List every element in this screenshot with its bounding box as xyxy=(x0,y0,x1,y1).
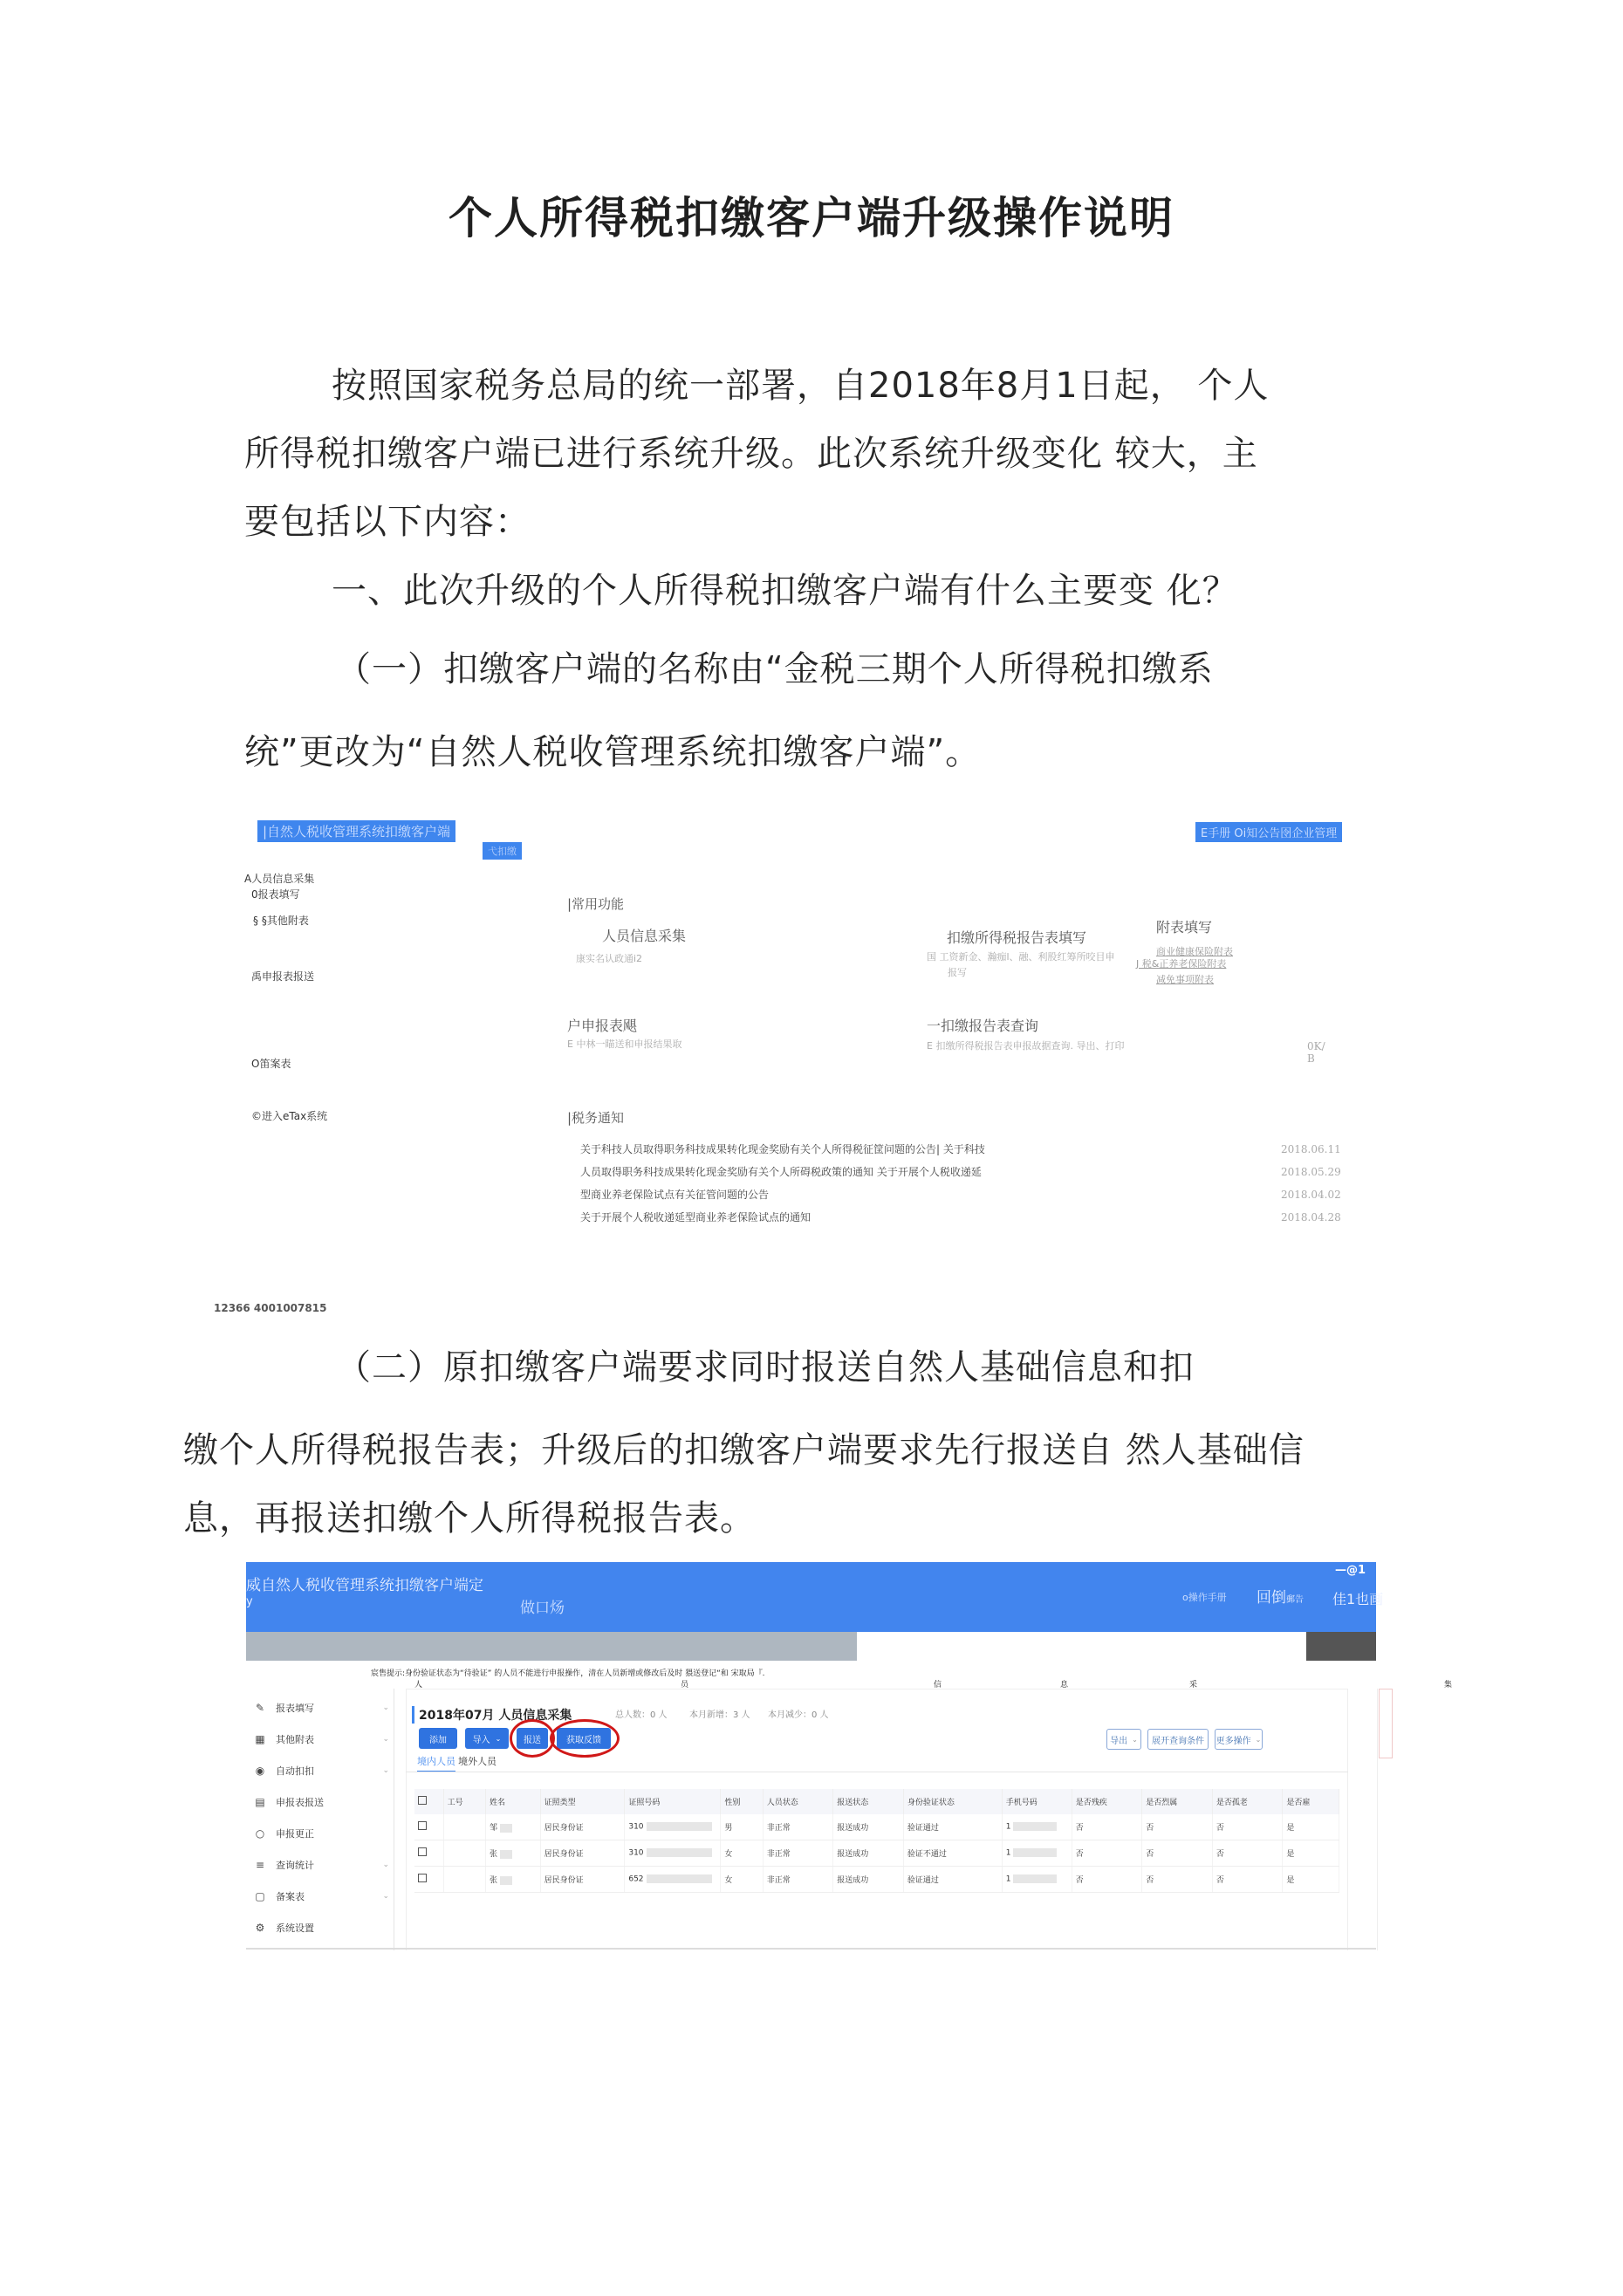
sidebar-item-report-fill[interactable]: 0报表填写 xyxy=(251,888,300,901)
cell: 否 xyxy=(1212,1867,1283,1893)
cell: 1 xyxy=(1002,1840,1072,1867)
heading-1: 一、此次升级的个人所得税扣缴客户端有什么主要变 化？ xyxy=(332,571,1238,611)
cell: 验证通过 xyxy=(903,1867,1002,1893)
more-label: 更多操作 xyxy=(1216,1736,1251,1746)
cell: 非正常 xyxy=(763,1867,833,1893)
cell: 652 xyxy=(625,1867,721,1893)
sidebar-item-attachments[interactable]: § §其他附表 xyxy=(253,915,309,927)
cell: 否 xyxy=(1142,1840,1213,1867)
row-checkbox[interactable] xyxy=(414,1840,443,1867)
import-label: 导入 xyxy=(472,1735,490,1745)
card-report-send-desc: E 中林一瞄送和申报结果取 xyxy=(567,1038,682,1050)
cell xyxy=(443,1814,485,1840)
cell: 报送成功 xyxy=(833,1840,904,1867)
sidebar-label: 系统设置 xyxy=(276,1922,314,1934)
header-dark-block xyxy=(1306,1632,1376,1661)
sidebar-item-report-fill[interactable] xyxy=(253,1701,393,1715)
report-send-icon: ▤ xyxy=(255,1796,265,1808)
col-header: 是否孤老 xyxy=(1212,1789,1283,1814)
cell: 男 xyxy=(721,1814,763,1840)
client-home-screenshot xyxy=(209,803,1414,1292)
paragraph-line: 息，再报送扣缴个人所得税报告表。 xyxy=(183,1498,756,1539)
cell: 非正常 xyxy=(763,1840,833,1867)
side-note: 0K/ xyxy=(1307,1040,1325,1052)
sidebar-label: 备案表 xyxy=(276,1891,305,1902)
bottom-border xyxy=(246,1948,1376,1950)
sidebar-label: 自动扣扣 xyxy=(276,1765,314,1777)
sidebar-label: 查询统计 xyxy=(276,1860,314,1871)
table-row[interactable] xyxy=(414,1867,1339,1893)
sidebar-label: 申报表报送 xyxy=(276,1797,324,1808)
cell: 是 xyxy=(1283,1867,1339,1893)
cell: 是 xyxy=(1283,1814,1339,1840)
notice-label: 回倒 xyxy=(1257,1589,1286,1607)
cell xyxy=(443,1867,485,1893)
col-header: 工号 xyxy=(443,1789,485,1814)
row-checkbox[interactable] xyxy=(414,1814,443,1840)
app-subtitle: y xyxy=(246,1595,253,1608)
scrollbar-track[interactable] xyxy=(1377,1689,1378,1950)
chevron-down-icon: ⌄ xyxy=(382,1892,389,1901)
query-stats-icon: ≡ xyxy=(255,1859,265,1871)
cell: 1 xyxy=(1002,1867,1072,1893)
col-header: 是否残疾 xyxy=(1072,1789,1142,1814)
sidebar-label: 报表填写 xyxy=(276,1703,314,1714)
cell: 女 xyxy=(721,1867,763,1893)
expand-query-button[interactable]: 展开查询条件 xyxy=(1147,1729,1209,1750)
card-personnel-title[interactable]: 人员信息采集 xyxy=(602,928,687,944)
cell: 验证通过 xyxy=(903,1814,1002,1840)
col-header: 是否烈属 xyxy=(1142,1789,1213,1814)
edit-icon: ✎ xyxy=(255,1702,265,1714)
col-header: 性别 xyxy=(721,1789,763,1814)
personnel-collection-screenshot xyxy=(183,1562,1453,1955)
sidebar-item-settings[interactable] xyxy=(253,1921,393,1935)
cell: 张 xyxy=(485,1840,540,1867)
cell: 居民身份证 xyxy=(540,1867,625,1893)
cell: 310 xyxy=(625,1840,721,1867)
warning-tip: 宸售提示:身份验证状态为“待验证” 的人员不能进行申报操作，清在人员新增或修改后及时 猥送登记“和 宋取局『. xyxy=(371,1669,765,1678)
cell: 验证不通过 xyxy=(903,1840,1002,1867)
col-header: 人员状态 xyxy=(763,1789,833,1814)
subheading-1: （一）扣缴客户端的名称由“金税三期个人所得税扣缴系 xyxy=(336,649,1214,689)
sidebar-label: 申报更正 xyxy=(276,1828,314,1840)
link-health-insurance[interactable]: 商业健康保险附表 xyxy=(1156,946,1233,957)
card-query-desc: E 扣缴所得税报告表申报故据查询. 导出、打印 xyxy=(927,1040,1125,1052)
hotline-number: 12366 4001007815 xyxy=(214,1302,327,1314)
cell: 是 xyxy=(1283,1840,1339,1867)
gear-icon: ⚙ xyxy=(255,1922,265,1934)
tab-domestic[interactable]: 境内人员 xyxy=(417,1754,455,1772)
card-personnel-desc: 康实名认政通i2 xyxy=(576,953,643,964)
table-header-row xyxy=(414,1789,1339,1814)
cell: 居民身份证 xyxy=(540,1814,625,1840)
sidebar-item-query[interactable] xyxy=(253,1858,393,1872)
sidebar-item-filing[interactable] xyxy=(253,1889,393,1903)
row-checkbox[interactable] xyxy=(414,1867,443,1893)
file-icon: ▢ xyxy=(255,1890,265,1902)
notice-date: 2018.04.28 xyxy=(1281,1211,1341,1223)
personnel-table xyxy=(414,1789,1339,1893)
stat-total: 总人数：0 人 xyxy=(615,1710,668,1720)
stat-new: 本月新增：3 人 xyxy=(689,1710,750,1720)
tip-char: 员 xyxy=(681,1681,689,1689)
tip-char: 信 xyxy=(934,1681,942,1689)
search-icon: ○ xyxy=(255,1827,265,1840)
subheading-2: （二）原扣缴客户端要求同时报送自然人基础信息和扣 xyxy=(336,1347,1195,1388)
header-gray-strip xyxy=(246,1632,857,1661)
tip-char: 息 xyxy=(1060,1681,1069,1689)
cell: 1 xyxy=(1002,1814,1072,1840)
cell: 张 xyxy=(485,1867,540,1893)
cell: 否 xyxy=(1072,1840,1142,1867)
highlight-circle xyxy=(550,1719,620,1758)
cell: 否 xyxy=(1072,1867,1142,1893)
paragraph-line: 缴个人所得税报告表；升级后的扣缴客户端要求先行报送自 然人基础信 xyxy=(183,1430,1305,1470)
card-report-desc2: 报写 xyxy=(948,967,967,978)
card-attach-title[interactable]: 附表填写 xyxy=(1156,919,1213,936)
sidebar-item-etax[interactable]: ©进入eTax系统 xyxy=(251,1110,328,1122)
select-all-checkbox[interactable] xyxy=(414,1789,443,1814)
app-title: |自然人税收管理系统扣缴客户端 xyxy=(257,820,455,842)
window-controls[interactable]: —@1 xyxy=(1335,1564,1366,1577)
sidebar-item-personnel[interactable]: A人员信息采集 xyxy=(244,873,315,885)
more-actions-button[interactable] xyxy=(1215,1729,1263,1750)
export-button[interactable] xyxy=(1106,1729,1141,1750)
section-tax-notices: |税务通知 xyxy=(567,1110,625,1126)
enterprise-menu[interactable]: 佳1也画 xyxy=(1332,1591,1384,1607)
notice-item[interactable]: 人员取得职务科技成果转化现金奖励有关个人所碍税政策的通知 关于开展个人税收递延 xyxy=(580,1166,982,1178)
notice-item[interactable]: 关于开展个人税收递延型商业养老保险试点的通知 xyxy=(580,1211,812,1223)
tip-char: 集 xyxy=(1444,1681,1453,1689)
document-title: 个人所得税扣缴客户端升级操作说明 xyxy=(449,193,1174,243)
notice-button[interactable] xyxy=(1257,1585,1304,1607)
highlight-circle xyxy=(510,1719,555,1758)
cell: 否 xyxy=(1142,1814,1213,1840)
manual-link[interactable]: o操作手册 xyxy=(1182,1592,1227,1603)
cell: 居民身份证 xyxy=(540,1840,625,1867)
notice-date: 2018.04.02 xyxy=(1281,1189,1341,1201)
export-label: 导出 xyxy=(1110,1736,1128,1746)
cell: 310 xyxy=(625,1814,721,1840)
notice-item[interactable]: 型商业养老保险试点有关征管问题的公告 xyxy=(580,1189,770,1201)
sidebar xyxy=(246,1689,394,1950)
col-header: 报送状态 xyxy=(833,1789,904,1814)
paragraph-line: 统”更改为“自然人税收管理系统扣缴客户端”。 xyxy=(244,732,982,772)
cell: 报送成功 xyxy=(833,1814,904,1840)
sidebar-label: 其他附表 xyxy=(276,1734,314,1745)
paragraph-line: 所得税扣缴客户端已进行系统升级。此次系统升级变化 较大，主 xyxy=(244,434,1258,474)
col-header: 姓名 xyxy=(485,1789,540,1814)
paragraph-line: 按照国家税务总局的统一部署，自2018年8月1日起， 个人 xyxy=(332,366,1270,406)
sidebar-item-report-send[interactable] xyxy=(253,1795,393,1809)
col-header: 身份验证状态 xyxy=(903,1789,1002,1814)
add-button[interactable]: 添加 xyxy=(419,1728,457,1749)
notice-item[interactable]: 关于科技人员取得职务科技成果转化现金奖励有关个人所得税征筐问题的公告| 关于科技 xyxy=(580,1143,985,1155)
grid-icon: ▦ xyxy=(255,1733,265,1745)
link-pension-insurance[interactable]: J 税&正养老保险附表 xyxy=(1136,958,1227,970)
stat-reduced: 本月减少：0 人 xyxy=(768,1710,829,1720)
sidebar-item-report-send[interactable]: 禹申报表报送 xyxy=(251,970,315,983)
side-panel-tab[interactable] xyxy=(1379,1689,1393,1758)
section-common-functions: |常用功能 xyxy=(567,896,625,912)
sidebar-item-auto[interactable] xyxy=(253,1764,393,1778)
chevron-down-icon: ⌄ xyxy=(1132,1735,1138,1744)
paragraph-line: 要包括以下内容： xyxy=(244,502,531,542)
user-name[interactable]: 做口炀 xyxy=(520,1600,565,1617)
cell: 报送成功 xyxy=(833,1867,904,1893)
sidebar-item-other-attachments[interactable] xyxy=(253,1732,393,1746)
cell: 邹 xyxy=(485,1814,540,1840)
cell: 否 xyxy=(1212,1814,1283,1840)
get-feedback-button[interactable]: 获取反馈 xyxy=(557,1728,611,1749)
card-report-title[interactable]: 扣缴所得税报告表填写 xyxy=(947,929,1087,946)
table-row[interactable] xyxy=(414,1840,1339,1867)
page-title: 2018年07月 人员信息采集 xyxy=(412,1706,572,1724)
chevron-down-icon: ⌄ xyxy=(382,1735,389,1744)
cell: 女 xyxy=(721,1840,763,1867)
withholding-tag[interactable]: 弋扣缴 xyxy=(483,842,522,860)
import-button[interactable] xyxy=(465,1728,509,1749)
auto-icon: ◉ xyxy=(255,1765,265,1777)
top-right-menu[interactable]: E手册 Oi知公告囹企业管理 xyxy=(1195,822,1342,842)
chevron-down-icon: ⌄ xyxy=(382,1861,389,1869)
tip-char: 采 xyxy=(1189,1681,1198,1689)
link-exemption[interactable]: 减免事项附表 xyxy=(1156,974,1214,985)
cell: 否 xyxy=(1142,1867,1213,1893)
card-report-send-title[interactable]: 户申报表飓 xyxy=(567,1018,638,1034)
notice-date: 2018.06.11 xyxy=(1281,1143,1341,1155)
notice-small-label: 郵告 xyxy=(1286,1595,1304,1605)
app-title: 威自然人税收管理系统扣缴客户端定 xyxy=(246,1577,483,1594)
send-button[interactable]: 报送 xyxy=(517,1728,548,1749)
cell xyxy=(443,1840,485,1867)
col-header: 证照号码 xyxy=(625,1789,721,1814)
cell: 否 xyxy=(1072,1814,1142,1840)
sidebar-item-filing[interactable]: O笛案表 xyxy=(251,1058,291,1070)
sidebar-item-correction[interactable] xyxy=(253,1827,393,1840)
table-row[interactable] xyxy=(414,1814,1339,1840)
tip-char: 人 xyxy=(414,1681,423,1689)
chevron-down-icon: ⌄ xyxy=(1255,1735,1262,1744)
card-query-title[interactable]: 一扣缴报告表查询 xyxy=(927,1018,1039,1034)
col-header: 手机号码 xyxy=(1002,1789,1072,1814)
col-header: 是否雇 xyxy=(1283,1789,1339,1814)
chevron-down-icon: ⌄ xyxy=(382,1703,389,1712)
card-report-desc: 国 工资新金、瀚痂l、融、利股红筹所咬目申 xyxy=(927,951,1115,963)
side-note: B xyxy=(1307,1052,1315,1065)
tab-overseas[interactable]: 境外人员 xyxy=(458,1756,496,1767)
notice-date: 2018.05.29 xyxy=(1281,1166,1341,1178)
chevron-down-icon: ⌄ xyxy=(495,1734,502,1743)
cell: 非正常 xyxy=(763,1814,833,1840)
col-header: 证照类型 xyxy=(540,1789,625,1814)
cell: 否 xyxy=(1212,1840,1283,1867)
chevron-down-icon: ⌄ xyxy=(382,1766,389,1775)
